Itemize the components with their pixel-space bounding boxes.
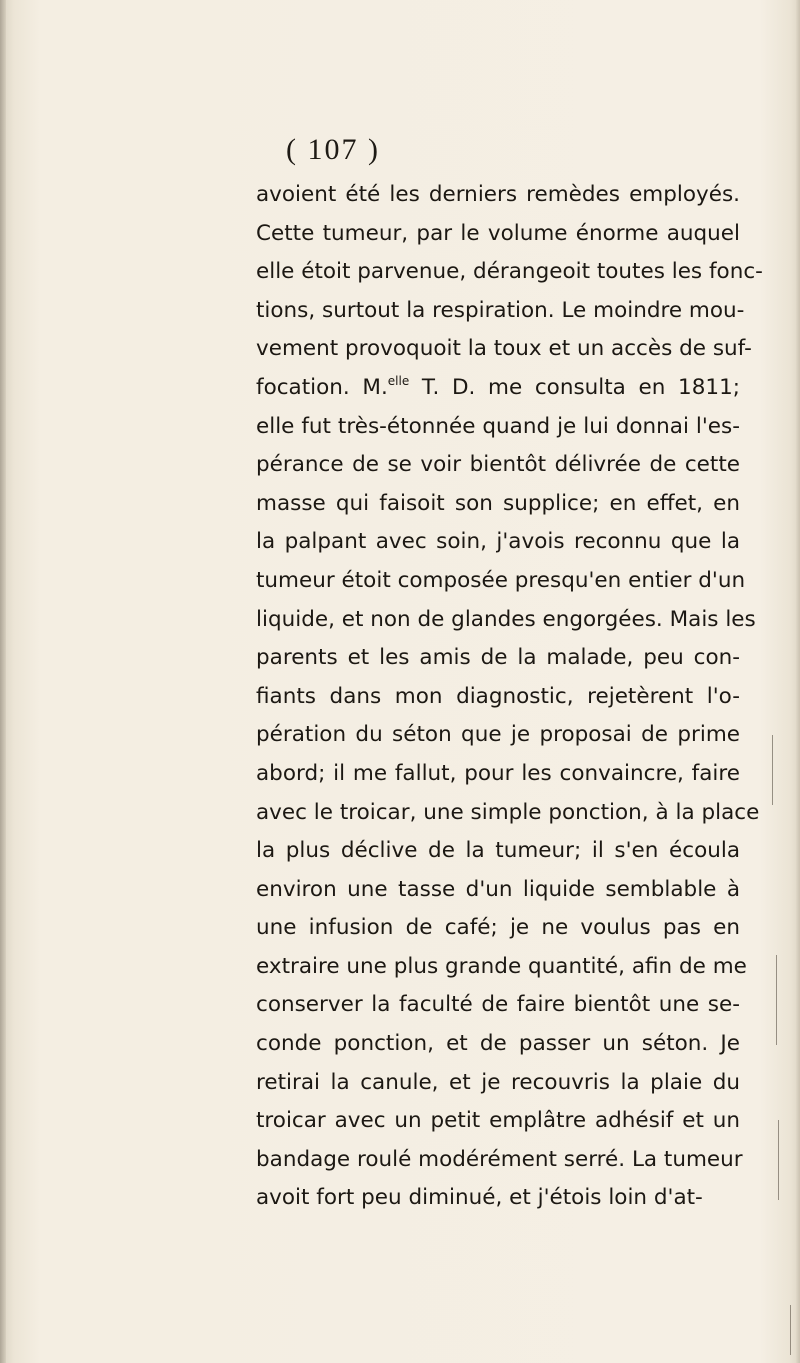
- text-line: liquide, et non de glandes engorgées. Mais les: [256, 606, 756, 632]
- text-line: fiants dans mon diagnostic, rejetèrent l'o-: [256, 683, 740, 709]
- body-text: [256, 176, 763, 1218]
- text-line-end: T. D. me consulta en 1811;: [409, 374, 740, 400]
- text-line: parents et les amis de la malade, peu con-: [256, 645, 740, 671]
- text-line: abord; il me fallut, pour les convaincre, faire: [256, 760, 740, 786]
- text-line: elle fut très-étonnée quand je lui donnai l'es-: [256, 413, 740, 439]
- text-line: tumeur étoit composée presqu'en entier d'un: [256, 567, 746, 593]
- text-line: masse qui faisoit son supplice; en effet, en: [256, 490, 740, 516]
- margin-mark: [778, 1120, 779, 1200]
- text-line: conde ponction, et de passer un séton. Je: [256, 1031, 740, 1057]
- text-line-with-superscript: [256, 369, 740, 408]
- text-line: une infusion de café; je ne voulus pas en: [256, 915, 740, 941]
- margin-mark: [776, 955, 777, 1045]
- text-line: Cette tumeur, par le volume énorme auquel: [256, 220, 740, 246]
- page-number: ( 107 ): [286, 133, 380, 166]
- page-left-edge: [0, 0, 6, 1363]
- text-line: conserver la faculté de faire bientôt une se-: [256, 992, 740, 1018]
- margin-mark: [772, 735, 773, 805]
- text-line: retirai la canule, et je recouvris la plaie du: [256, 1069, 740, 1095]
- text-line: environ une tasse d'un liquide semblable à: [256, 876, 740, 902]
- text-line: extraire une plus grande quantité, afin de me: [256, 953, 747, 979]
- superscript: elle: [387, 373, 410, 388]
- page-right-edge: [796, 0, 800, 1363]
- text-line: vement provoquoit la toux et un accès de suf-: [256, 336, 752, 362]
- text-line: elle étoit parvenue, dérangeoit toutes les fonc-: [256, 259, 763, 285]
- text-line: pération du séton que je proposai de prime: [256, 722, 740, 748]
- text-line: la plus déclive de la tumeur; il s'en écoula: [256, 838, 740, 864]
- text-line: la palpant avec soin, j'avois reconnu que la: [256, 529, 740, 555]
- text-line: avoient été les derniers remèdes employés.: [256, 182, 740, 207]
- text-line: avec le troicar, une simple ponction, à la place: [256, 799, 760, 825]
- margin-mark: [790, 1305, 791, 1355]
- text-line: troicar avec un petit emplâtre adhésif et un: [256, 1108, 740, 1134]
- text-line: pérance de se voir bientôt délivrée de cette: [256, 452, 740, 478]
- text-line: bandage roulé modérément serré. La tumeur: [256, 1146, 743, 1172]
- text-line: tions, surtout la respiration. Le moindre mou-: [256, 297, 745, 323]
- text-line-start: focation. M.: [256, 374, 388, 400]
- text-line: avoit fort peu diminué, et j'étois loin d'at-: [256, 1185, 703, 1211]
